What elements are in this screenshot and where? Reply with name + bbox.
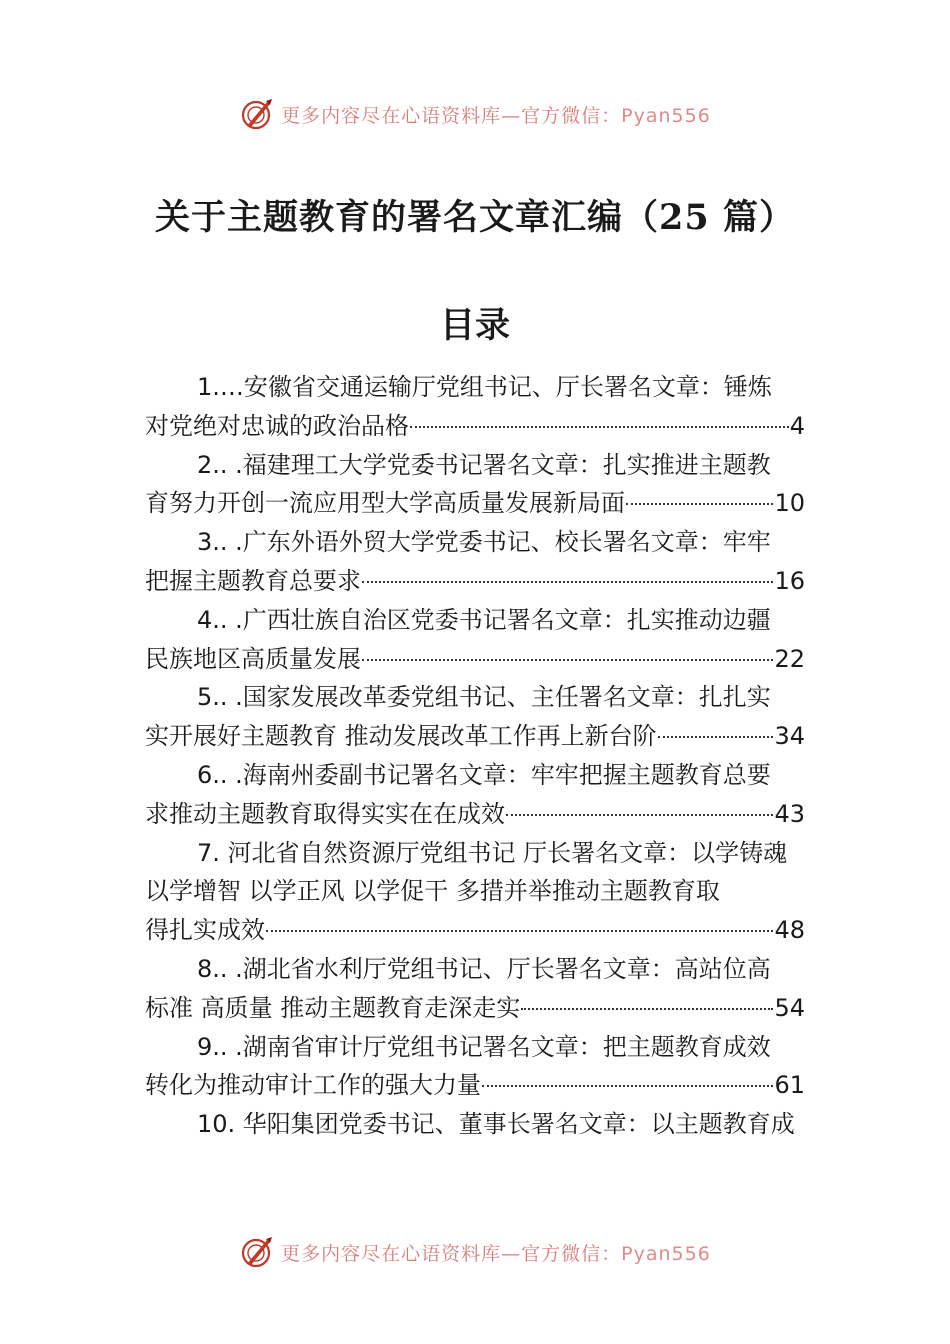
toc-page-number: 34 bbox=[774, 722, 805, 751]
quill-seal-icon bbox=[239, 96, 275, 132]
toc-entry-title-cont: 转化为推动审计工作的强大力量 bbox=[145, 1071, 481, 1100]
toc-entry[interactable] bbox=[145, 601, 805, 679]
document-title: 关于主题教育的署名文章汇编（25 篇） bbox=[155, 197, 795, 238]
dot-leader bbox=[410, 426, 789, 428]
dot-leader bbox=[658, 736, 774, 738]
toc-page-number: 16 bbox=[774, 566, 805, 595]
toc-heading: 目录 bbox=[439, 305, 510, 346]
wechat-id: Pyan556 bbox=[621, 1242, 711, 1265]
toc-entry-title-mid: 以学增智 以学正风 以学促干 多措并举推动主题教育取 bbox=[145, 877, 720, 906]
toc-entry-title-cont: 实开展好主题教育 推动发展改革工作再上新台阶 bbox=[145, 722, 657, 751]
watermark-text bbox=[281, 1239, 711, 1266]
toc-page-number: 61 bbox=[774, 1071, 805, 1100]
toc-entry-title: 7. 河北省自然资源厅党组书记 厅长署名文章：以学铸魂 bbox=[197, 838, 788, 867]
toc-entry[interactable] bbox=[145, 950, 805, 1028]
dot-leader bbox=[266, 930, 773, 932]
header-watermark bbox=[0, 92, 950, 136]
table-of-contents bbox=[145, 368, 805, 1144]
toc-entry-title-cont: 育努力开创一流应用型大学高质量发展新局面 bbox=[145, 489, 625, 518]
footer-watermark bbox=[0, 1230, 950, 1274]
toc-entry[interactable] bbox=[145, 1028, 805, 1106]
toc-page-number: 43 bbox=[774, 799, 805, 828]
dot-leader bbox=[521, 1008, 773, 1010]
toc-page-number: 54 bbox=[774, 993, 805, 1022]
toc-entry-title-cont: 标准 高质量 推动主题教育走深走实 bbox=[145, 993, 521, 1022]
toc-entry-title: 2.. .福建理工大学党委书记署名文章：扎实推进主题教 bbox=[197, 450, 771, 479]
toc-entry-title-cont: 把握主题教育总要求 bbox=[145, 566, 361, 595]
toc-entry-title: 10. 华阳集团党委书记、董事长署名文章：以主题教育成 bbox=[197, 1110, 795, 1139]
toc-entry-title: 5.. .国家发展改革委党组书记、主任署名文章：扎扎实 bbox=[197, 683, 771, 712]
toc-entry[interactable] bbox=[145, 678, 805, 756]
watermark-text bbox=[281, 101, 711, 128]
toc-entry[interactable] bbox=[145, 368, 805, 446]
toc-page-number: 4 bbox=[789, 411, 805, 440]
toc-entry-title: 6.. .海南州委副书记署名文章：牢牢把握主题教育总要 bbox=[197, 760, 771, 789]
toc-entry[interactable] bbox=[145, 1105, 805, 1144]
watermark-label: 更多内容尽在心语资料库—官方微信： bbox=[281, 1242, 622, 1265]
toc-entry[interactable] bbox=[145, 756, 805, 834]
wechat-id: Pyan556 bbox=[621, 104, 711, 127]
watermark-label: 更多内容尽在心语资料库—官方微信： bbox=[281, 104, 622, 127]
toc-entry-title-cont: 得扎实成效 bbox=[145, 916, 265, 945]
quill-seal-icon bbox=[239, 1234, 275, 1270]
toc-page-number: 48 bbox=[774, 916, 805, 945]
dot-leader bbox=[482, 1085, 773, 1087]
toc-page-number: 10 bbox=[774, 489, 805, 518]
toc-entry-title-cont: 求推动主题教育取得实实在在成效 bbox=[145, 799, 505, 828]
toc-entry[interactable] bbox=[145, 834, 805, 950]
dot-leader bbox=[626, 503, 773, 505]
toc-page-number: 22 bbox=[774, 644, 805, 673]
toc-entry[interactable] bbox=[145, 446, 805, 524]
dot-leader bbox=[362, 659, 773, 661]
toc-entry-title: 8.. .湖北省水利厅党组书记、厅长署名文章：高站位高 bbox=[197, 954, 771, 983]
dot-leader bbox=[362, 581, 773, 583]
toc-entry-title: 3.. .广东外语外贸大学党委书记、校长署名文章：牢牢 bbox=[197, 528, 771, 557]
toc-entry-title-cont: 民族地区高质量发展 bbox=[145, 644, 361, 673]
toc-entry-title: 1.…安徽省交通运输厅党组书记、厅长署名文章：锤炼 bbox=[197, 373, 772, 401]
toc-entry[interactable] bbox=[145, 523, 805, 601]
toc-entry-title: 9.. .湖南省审计厅党组书记署名文章：把主题教育成效 bbox=[197, 1032, 771, 1061]
dot-leader bbox=[506, 814, 773, 816]
toc-entry-title-cont: 对党绝对忠诚的政治品格 bbox=[145, 411, 409, 440]
toc-entry-title: 4.. .广西壮族自治区党委书记署名文章：扎实推动边疆 bbox=[197, 605, 771, 634]
